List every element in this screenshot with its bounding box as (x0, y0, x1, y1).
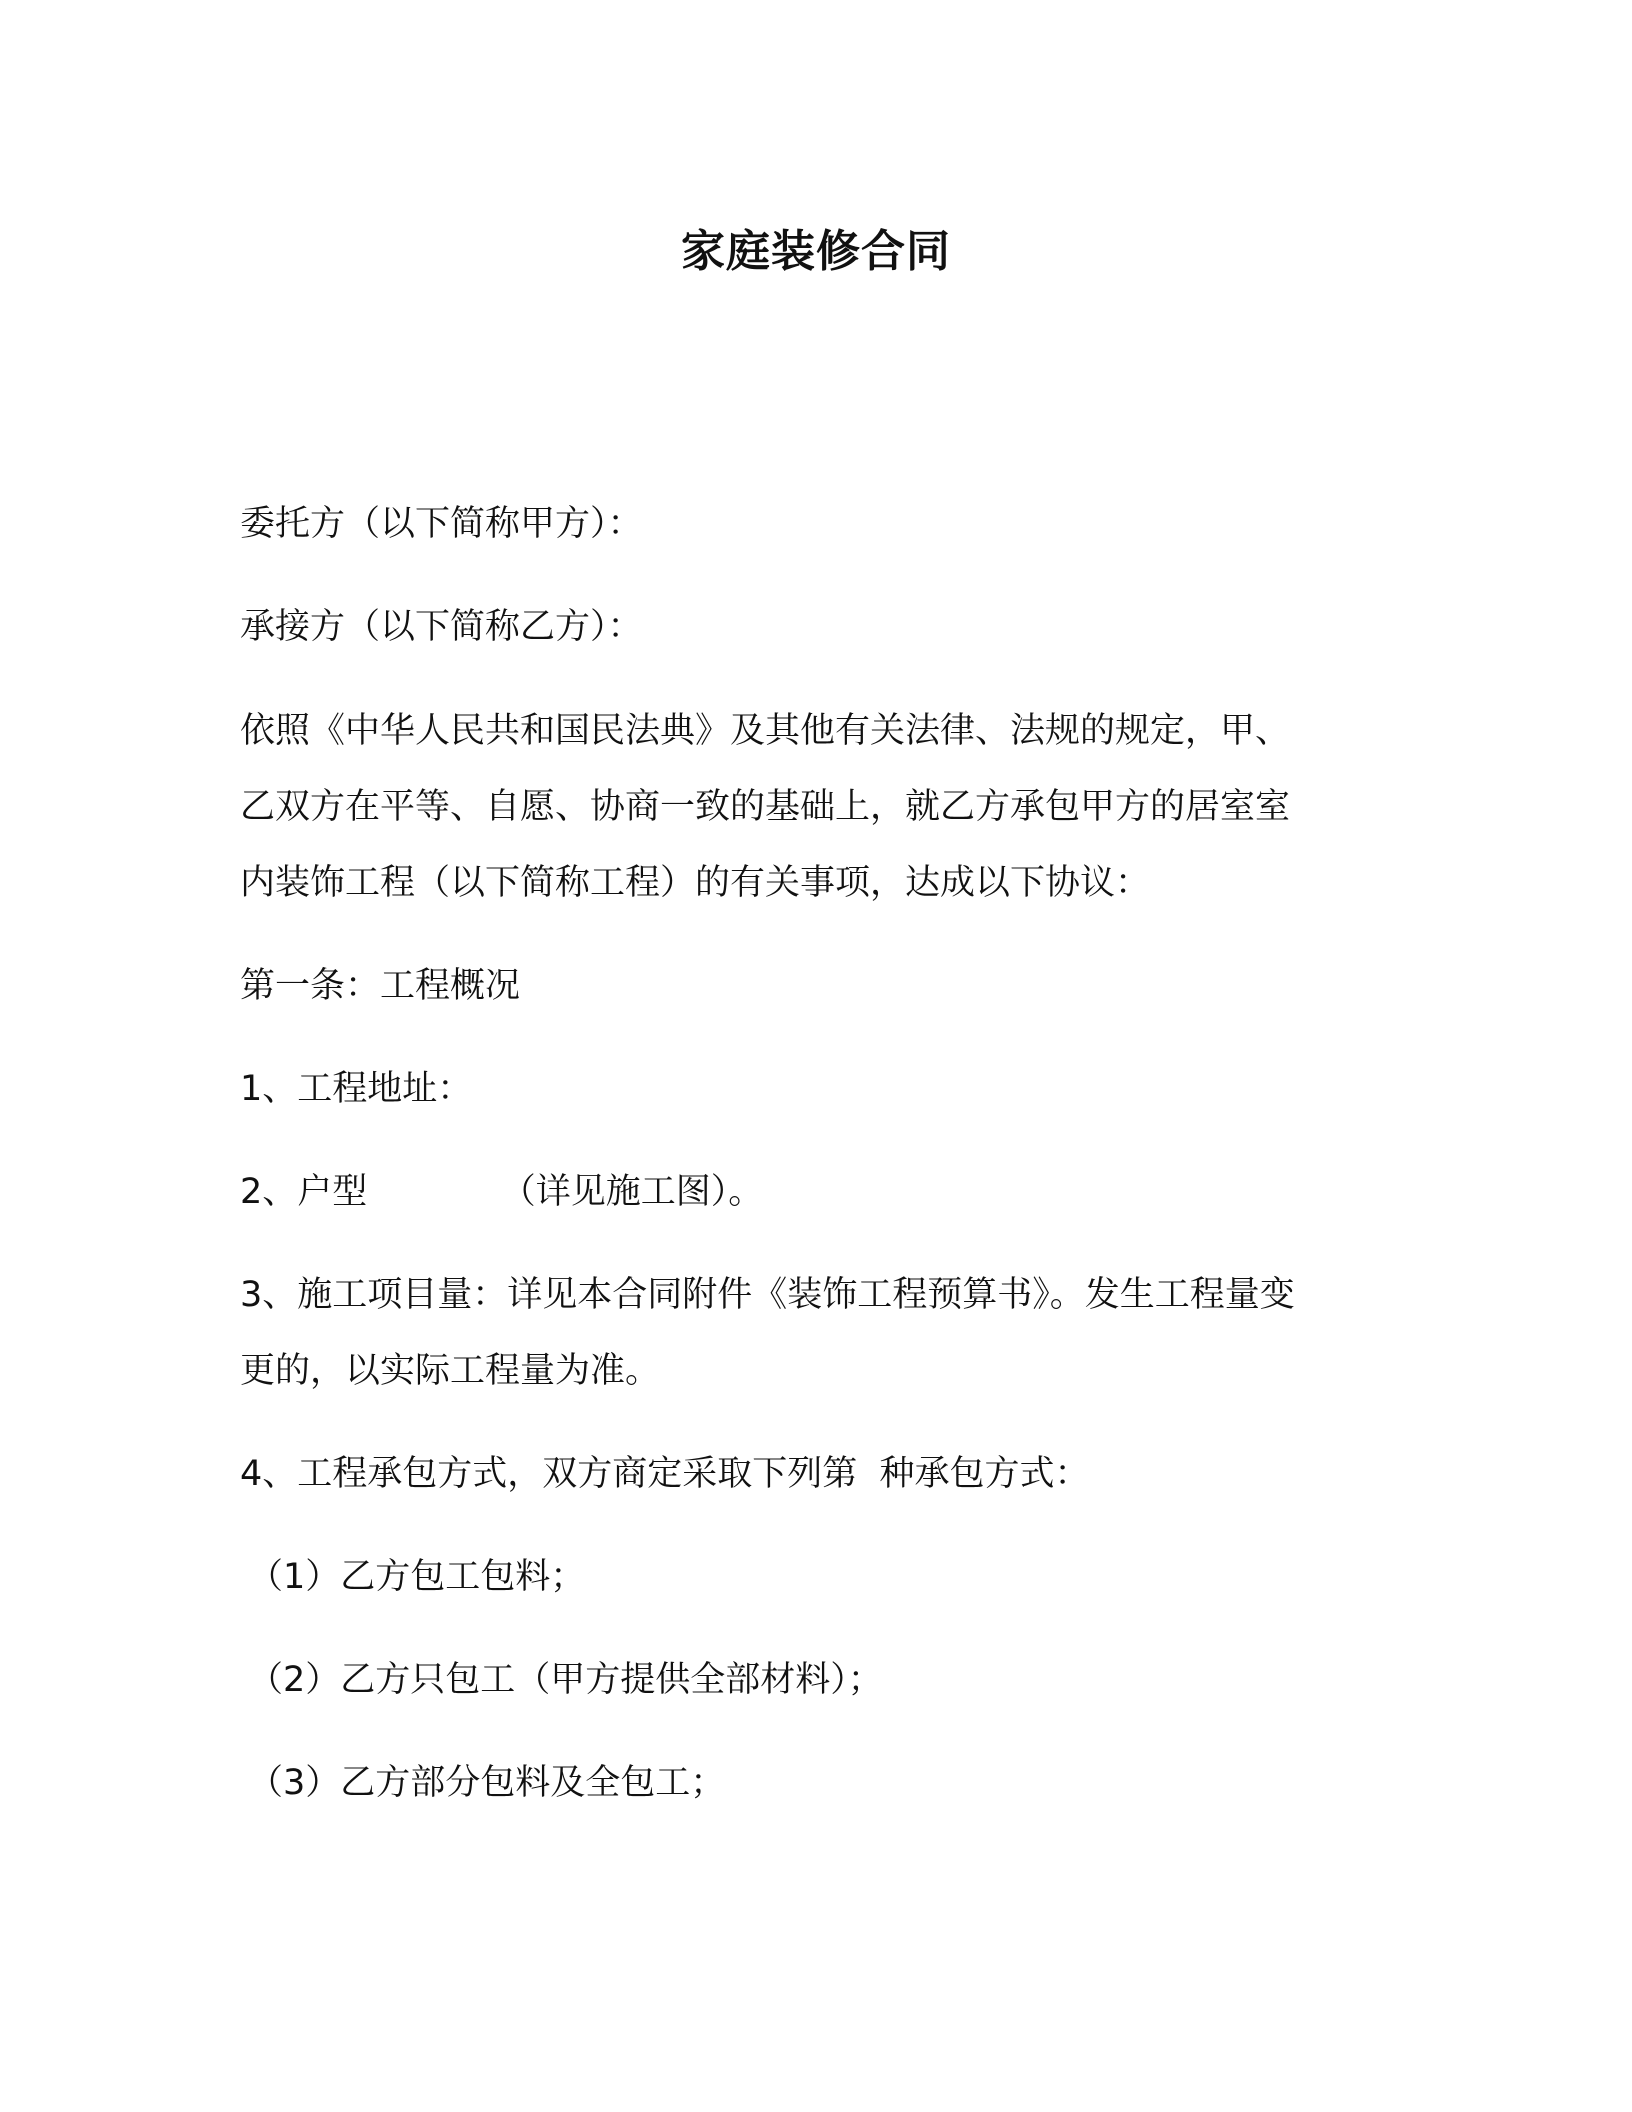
party-b-line: 承接方（以下简称乙方）： (240, 607, 643, 647)
party-a-line: 委托方（以下简称甲方）： (240, 504, 643, 544)
option-2: （2）乙方只包工（甲方提供全部材料）； (248, 1660, 883, 1700)
preamble-line-3: 内装饰工程（以下简称工程）的有关事项，达成以下协议： (240, 863, 1151, 903)
preamble-line-1: 依照《中华人民共和国民法典》及其他有关法律、法规的规定，甲、 (240, 711, 1291, 751)
preamble-line-2: 乙双方在平等、自愿、协商一致的基础上，就乙方承包甲方的居室室 (240, 787, 1291, 827)
item-2-layout: 2、户型 （详见施工图）。 (240, 1172, 764, 1212)
document-title: 家庭装修合同 (681, 226, 951, 277)
item-1-address: 1、工程地址： (240, 1069, 473, 1109)
option-1: （1）乙方包工包料； (248, 1557, 586, 1597)
item-3-line-2: 更的，以实际工程量为准。 (240, 1351, 661, 1391)
item-3-line-1: 3、施工项目量：详见本合同附件《装饰工程预算书》。发生工程量变 (240, 1275, 1295, 1315)
item-4-contract-mode: 4、工程承包方式，双方商定采取下列第 种承包方式： (240, 1454, 1090, 1494)
article-1-heading: 第一条：工程概况 (240, 966, 521, 1006)
option-3: （3）乙方部分包料及全包工； (248, 1763, 726, 1803)
